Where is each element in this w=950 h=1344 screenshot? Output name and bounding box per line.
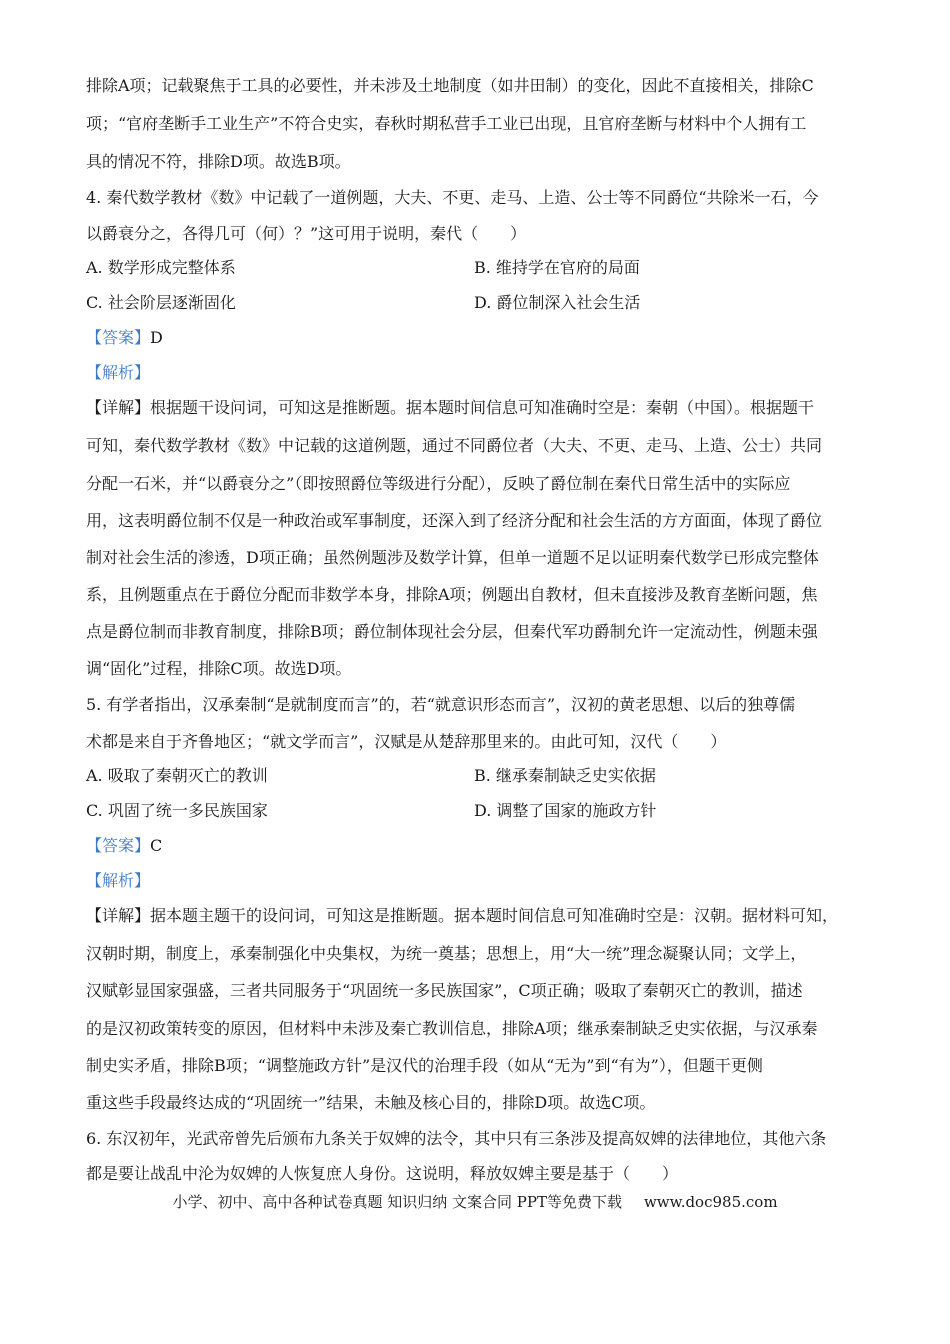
- answer-tag: 【答案】: [86, 836, 151, 855]
- q5-option-c: C. 巩固了统一多民族国家: [86, 801, 268, 820]
- q6-stem-line: 都是要让战乱中沦为奴婢的人恢复庶人身份。这说明，释放奴婢主要是基于（ ）: [86, 1164, 679, 1183]
- q5-analysis-tag: [86, 871, 866, 891]
- intro-line: 具的情况不符，排除D项。故选B项。: [86, 152, 351, 171]
- q5-detail-line: 的是汉初政策转变的原因，但材料中未涉及秦亡教训信息，排除A项；继承秦制缺乏史实依据，与汉承秦: [86, 1019, 818, 1038]
- q5-option-b: B. 继承秦制缺乏史实依据: [474, 766, 656, 785]
- q4-detail-text: 根据题干设问词，可知这是推断题。据本题时间信息可知准确时空是：秦朝（中国）。根据题干: [150, 398, 815, 417]
- q4-detail-line: 用，这表明爵位制不仅是一种政治或军事制度，还深入到了经济分配和社会生活的方方面面，体现了爵位: [86, 511, 823, 530]
- intro-line: 项；“官府垄断手工业生产”不符合史实，春秋时期私营手工业已出现，且官府垄断与材料中个人拥有工: [86, 114, 807, 133]
- q5-detail-text: 据本题主题干的设问词，可知这是推断题。据本题时间信息可知准确时空是：汉朝。据材料可知，: [150, 906, 839, 925]
- page-footer: [0, 1192, 950, 1212]
- answer-tag: 【答案】: [86, 328, 151, 347]
- q4-detail-line: 点是爵位制而非教育制度，排除B项；爵位制体现社会分层，但秦代军功爵制允许一定流动性，例题未强: [86, 622, 818, 641]
- q5-answer: [86, 836, 866, 856]
- q4-detail-line: 调“固化”过程，排除C项。故选D项。: [86, 659, 352, 678]
- footer-url[interactable]: www.doc985.com: [643, 1193, 778, 1211]
- footer-text: 小学、初中、高中各种试卷真题 知识归纳 文案合同 PPT等免费下载: [172, 1193, 622, 1211]
- q5-option-a: A. 吸取了秦朝灭亡的教训: [86, 766, 268, 785]
- detail-tag: 【详解】: [86, 398, 151, 417]
- q4-detail-line: 系，且例题重点在于爵位分配而非数学本身，排除A项；例题出自教材，但未直接涉及教育垄断问题，焦: [86, 585, 818, 604]
- intro-line: 排除A项；记载聚焦于工具的必要性，并未涉及土地制度（如井田制）的变化，因此不直接相关，排除C: [86, 76, 814, 95]
- q5-detail-line: 重这些手段最终达成的“巩固统一”结果，未触及核心目的，排除D项。故选C项。: [86, 1093, 656, 1112]
- q4-stem-line: 4. 秦代数学教材《数》中记载了一道例题，大夫、不更、走马、上造、公士等不同爵位“共除米一石，今: [86, 188, 819, 207]
- q5-detail-line: [86, 906, 866, 926]
- q4-answer-value: D: [150, 328, 163, 347]
- q4-analysis-tag: [86, 363, 866, 383]
- q4-option-c: C. 社会阶层逐渐固化: [86, 293, 236, 312]
- q5-detail-line: 汉赋彰显国家强盛，三者共同服务于“巩固统一多民族国家”，C项正确；吸取了秦朝灭亡的教训，描述: [86, 981, 803, 1000]
- q4-option-d: D. 爵位制深入社会生活: [474, 293, 641, 312]
- q4-detail-line: 制对社会生活的渗透，D项正确；虽然例题涉及数学计算，但单一道题不足以证明秦代数学已形成完整体: [86, 548, 819, 567]
- detail-tag: 【详解】: [86, 906, 151, 925]
- q4-stem-line: 以爵衰分之，各得几可（何）？”这可用于说明，秦代（ ）: [86, 224, 527, 243]
- q5-stem-line: 术都是来自于齐鲁地区；“就文学而言”，汉赋是从楚辞那里来的。由此可知，汉代（ ）: [86, 732, 727, 751]
- q5-detail-line: 汉朝时期，制度上，承秦制强化中央集权，为统一奠基；思想上，用“大一统”理念凝聚认同；文学上，: [86, 944, 807, 963]
- q4-answer: [86, 328, 866, 348]
- q6-stem-line: 6. 东汉初年，光武帝曾先后颁布九条关于奴婢的法令，其中只有三条涉及提高奴婢的法律地位，其他六条: [86, 1129, 827, 1148]
- q4-option-b: B. 维持学在官府的局面: [474, 258, 640, 277]
- q4-detail-line: 可知，秦代数学教材《数》中记载的这道例题，通过不同爵位者（大夫、不更、走马、上造、公士）共同: [86, 436, 823, 455]
- analysis-tag: 【解析】: [86, 363, 151, 382]
- q4-detail-line: 分配一石米，并“以爵衰分之”（即按照爵位等级进行分配），反映了爵位制在秦代日常生活中的实际应: [86, 474, 791, 493]
- q5-option-d: D. 调整了国家的施政方针: [474, 801, 657, 820]
- q5-detail-line: 制史实矛盾，排除B项；“调整施政方针”是汉代的治理手段（如从“无为”到“有为”），但题干更侧: [86, 1056, 763, 1075]
- analysis-tag: 【解析】: [86, 871, 151, 890]
- q4-option-a: A. 数学形成完整体系: [86, 258, 236, 277]
- q5-answer-value: C: [150, 836, 163, 855]
- q4-detail-line: [86, 398, 866, 418]
- q5-stem-line: 5. 有学者指出，汉承秦制“是就制度而言”的，若“就意识形态而言”，汉初的黄老思想、以后的独尊儒: [86, 695, 796, 714]
